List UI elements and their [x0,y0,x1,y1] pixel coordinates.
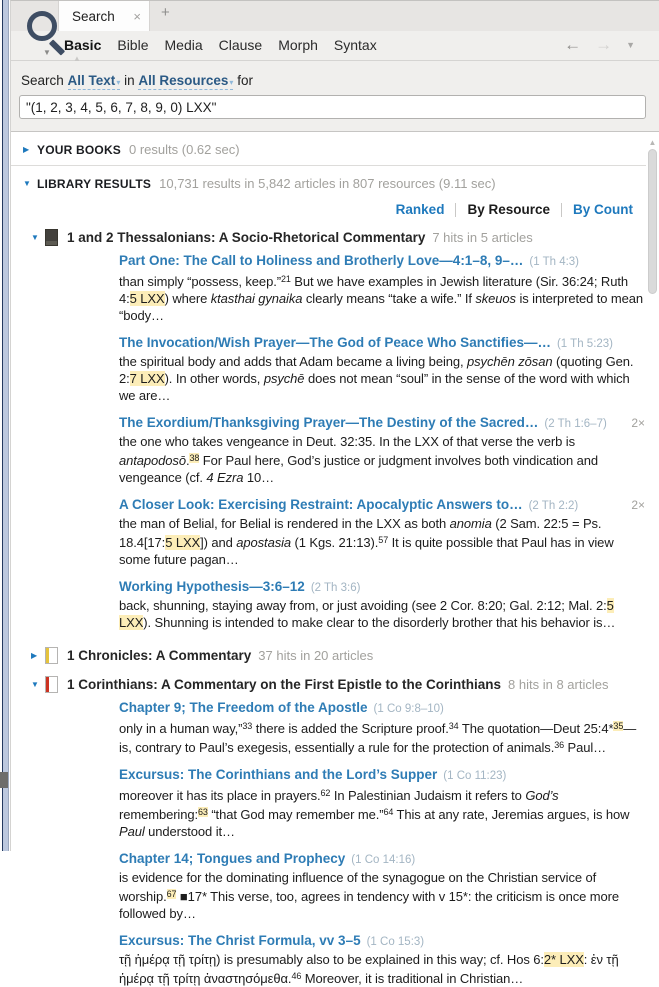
new-tab-button[interactable]: + [161,4,170,21]
magnifier-lens-icon [27,11,57,41]
close-tab-icon[interactable]: × [133,8,141,24]
library-results-section-header[interactable] [11,166,659,199]
results-area [11,132,659,987]
article-title-row [119,850,647,869]
result-excerpt[interactable]: back, shunning, staying away from, or just avoiding (see 2 Cor. 8:20; Gal. 2:12; Mal. 2:5 LXX). Shunning is intended to make clear to the disorderly brother that his behavior is… [119,598,616,630]
article-title-row [119,932,647,951]
article-title-link[interactable]: Chapter 14; Tongues and Prophecy [119,851,346,866]
panel-dropdown-icon[interactable]: ▼ [626,40,635,50]
article-title-link[interactable]: The Invocation/Wish Prayer—The God of Peace Who Sanctifies—… [119,335,551,350]
collapsed-triangle-icon[interactable]: ▶ [31,651,38,660]
result-excerpt[interactable]: the spiritual body and adds that Adam became a living being, psychēn zōsan (quoting Gen. 2:7 LXX). In other words, psychē does not mean “soul” in the sense of the word with which we are… [119,354,634,403]
resource-cover-icon [45,676,58,693]
range-selector-label: All Resources [138,73,229,88]
search-scope-line [21,73,253,88]
collapsed-triangle-icon[interactable]: ▶ [23,145,30,154]
article-reference: (2 Th 1:6–7) [544,418,607,430]
background-window-strip-edge [8,0,9,851]
panel-menu-caret-icon[interactable]: ▼ [43,48,51,57]
search-result-article [119,850,647,922]
article-title-row [119,699,647,718]
result-excerpt[interactable]: τῇ ἡμέρᾳ τῇ τρίτῃ) is presumably also to be explained in this way; cf. Hos 6:2* LXX: ἐν τῇ ἡμέρᾳ τῇ τρίτῃ ἀναστησόμεθα.$^{46}$ Moreover, it is traditional in Christian… [119,952,619,986]
search-kind-basic[interactable]: Basic [64,37,102,53]
scope-caret-icon: ▾ [116,78,121,87]
sort-option-by-count[interactable]: By Count [573,202,633,217]
search-kind-clause[interactable]: Clause [218,37,263,53]
search-kind-bible[interactable]: Bible [117,37,149,53]
back-arrow-icon[interactable]: ← [564,35,582,54]
article-reference: (1 Co 9:8–10) [373,703,444,715]
article-reference: (1 Co 15:3) [366,936,425,948]
range-selector[interactable] [138,73,233,90]
scrollbar-thumb[interactable] [648,149,657,294]
library-results-summary: 10,731 results in 5,842 articles in 807 resources (9.11 sec) [159,176,496,191]
resource-hit-count: 7 hits in 5 articles [432,230,533,245]
resource-group-header[interactable] [11,670,659,699]
forward-arrow-icon: → [595,35,613,54]
article-title-row [119,334,647,353]
article-title-link[interactable]: Chapter 9; The Freedom of the Apostle [119,700,368,715]
article-reference: (2 Th 3:6) [310,582,361,594]
article-title-link[interactable]: The Exordium/Thanksgiving Prayer—The Destiny of the Sacred… [119,415,539,430]
article-reference: (2 Th 2:2) [528,500,579,512]
resource-cover-icon [45,229,58,246]
expanded-triangle-icon[interactable]: ▼ [31,680,39,689]
search-result-article [119,496,647,568]
tab-strip [11,1,659,31]
sort-separator [455,203,456,217]
search-result-article [119,414,647,486]
search-kind-syntax[interactable]: Syntax [333,37,377,53]
search-label: Search [21,73,64,88]
article-title-link[interactable]: Part One: The Call to Holiness and Brotherly Love—4:1–8, 9–… [119,253,524,268]
article-title-link[interactable]: Excursus: The Corinthians and the Lord’s Supper [119,767,438,782]
resource-cover-icon [45,647,58,664]
result-excerpt[interactable]: the man of Belial, for Belial is rendered in the LXX as both anomia (2 Sam. 22:5 = Ps. 18.4[17:5 LXX]) and apostasia (1 Kgs. 21:13).$^{57}$ It is quite possible that Paul has in view some future pagan… [119,516,614,567]
results-list [11,223,659,987]
resource-title[interactable]: 1 Chronicles: A Commentary [67,648,252,663]
article-title-row [119,496,647,515]
search-kind-media[interactable]: Media [164,37,203,53]
scope-selector-label: All Text [67,73,116,88]
search-result-article [119,334,647,404]
sort-options-row [11,199,659,223]
for-label: for [237,73,253,88]
sort-separator [561,203,562,217]
search-result-article [119,766,647,840]
your-books-label: YOUR BOOKS [37,142,122,157]
article-title-link[interactable]: Excursus: The Christ Formula, vv 3–5 [119,933,361,948]
result-excerpt[interactable]: moreover it has its place in prayers.$^{62}$ In Palestinian Judaism it refers to God’s remembering:$^{63}$ “that God may remember me.”$^{64}$ This at any rate, Jeremias argues, is how Paul understood it… [119,788,630,839]
sort-option-by-resource[interactable]: By Resource [467,202,550,217]
article-reference: (1 Co 11:23) [443,770,507,782]
your-books-section-header[interactable] [11,132,659,166]
resource-group-header[interactable] [11,223,659,252]
magnifier-handle-icon [49,39,65,55]
article-reference: (1 Th 5:23) [556,338,614,350]
article-title-row [119,252,647,271]
results-scrollbar[interactable] [646,134,659,851]
resource-title[interactable]: 1 Corinthians: A Commentary on the First Epistle to the Corinthians [67,677,502,692]
search-query-input[interactable] [19,95,646,119]
search-result-article [119,578,647,631]
expanded-triangle-icon[interactable]: ▼ [31,233,39,242]
resource-hit-count: 37 hits in 20 articles [258,648,374,663]
article-title-link[interactable]: A Closer Look: Exercising Restraint: Apocalyptic Answers to… [119,497,523,512]
resource-hit-count: 8 hits in 8 articles [508,677,609,692]
search-result-article [119,699,647,756]
expanded-triangle-icon[interactable]: ▼ [23,179,31,188]
sort-option-ranked[interactable]: Ranked [395,202,445,217]
result-excerpt[interactable]: only in a human way,”$^{33}$ there is added the Scripture proof.$^{34}$ The quotation—Deut 25:4*$^{35}$—is, contrary to Paul’s exegesis, essentially a rule for the protection of animals.$^{36}$ Paul… [119,721,637,755]
result-excerpt[interactable]: than simply “possess, keep.”$^{21}$ But we have examples in Jewish literature (Sir. 36:24; Ruth 4:5 LXX) where ktasthai gynaika clearly means “take a wife.” If skeuos is interpreted to mean “body… [119,274,643,323]
search-result-article [119,932,647,987]
article-title-row [119,578,647,597]
result-excerpt[interactable]: is evidence for the dominating influence of the synagogue on the Christian service of worship.$^{67}$ ■17* This verse, too, agrees in tendency with v 15*: the criticism is once more followed by… [119,870,619,921]
article-reference: (1 Th 4:3) [529,256,580,268]
panel-header [11,1,659,132]
scope-selector[interactable] [68,73,121,90]
resource-title[interactable]: 1 and 2 Thessalonians: A Socio-Rhetorical Commentary [67,230,426,245]
tab-title: Search [72,8,115,24]
result-excerpt[interactable]: the one who takes vengeance in Deut. 32:35. In the LXX of that verse the verb is antapodosō.$^{38}$ For Paul here, God’s justice or judgment involves both vindication and vengeance (cf. 4 Ezra 10… [119,434,599,485]
article-hit-multiplier: 2× [631,416,645,430]
search-kind-tabs [64,37,377,53]
active-tab-indicator-icon: ▲ [73,54,81,63]
article-reference: (1 Co 14:16) [351,854,416,866]
in-label: in [124,73,135,88]
range-caret-icon: ▾ [229,78,234,87]
resource-group-header[interactable] [11,641,659,670]
scroll-up-arrow-icon[interactable]: ▲ [648,138,657,147]
your-books-summary: 0 results (0.62 sec) [129,142,240,157]
article-hit-multiplier: 2× [631,498,645,512]
resize-grip [0,772,8,788]
article-title-row [119,414,647,433]
search-panel [10,0,659,986]
background-window-edge [0,0,10,851]
library-results-label: LIBRARY RESULTS [37,176,152,191]
search-result-article [119,252,647,324]
article-title-row [119,766,647,785]
history-nav [564,35,635,55]
article-title-link[interactable]: Working Hypothesis—3:6–12 [119,579,305,594]
search-kind-morph[interactable]: Morph [278,37,318,53]
